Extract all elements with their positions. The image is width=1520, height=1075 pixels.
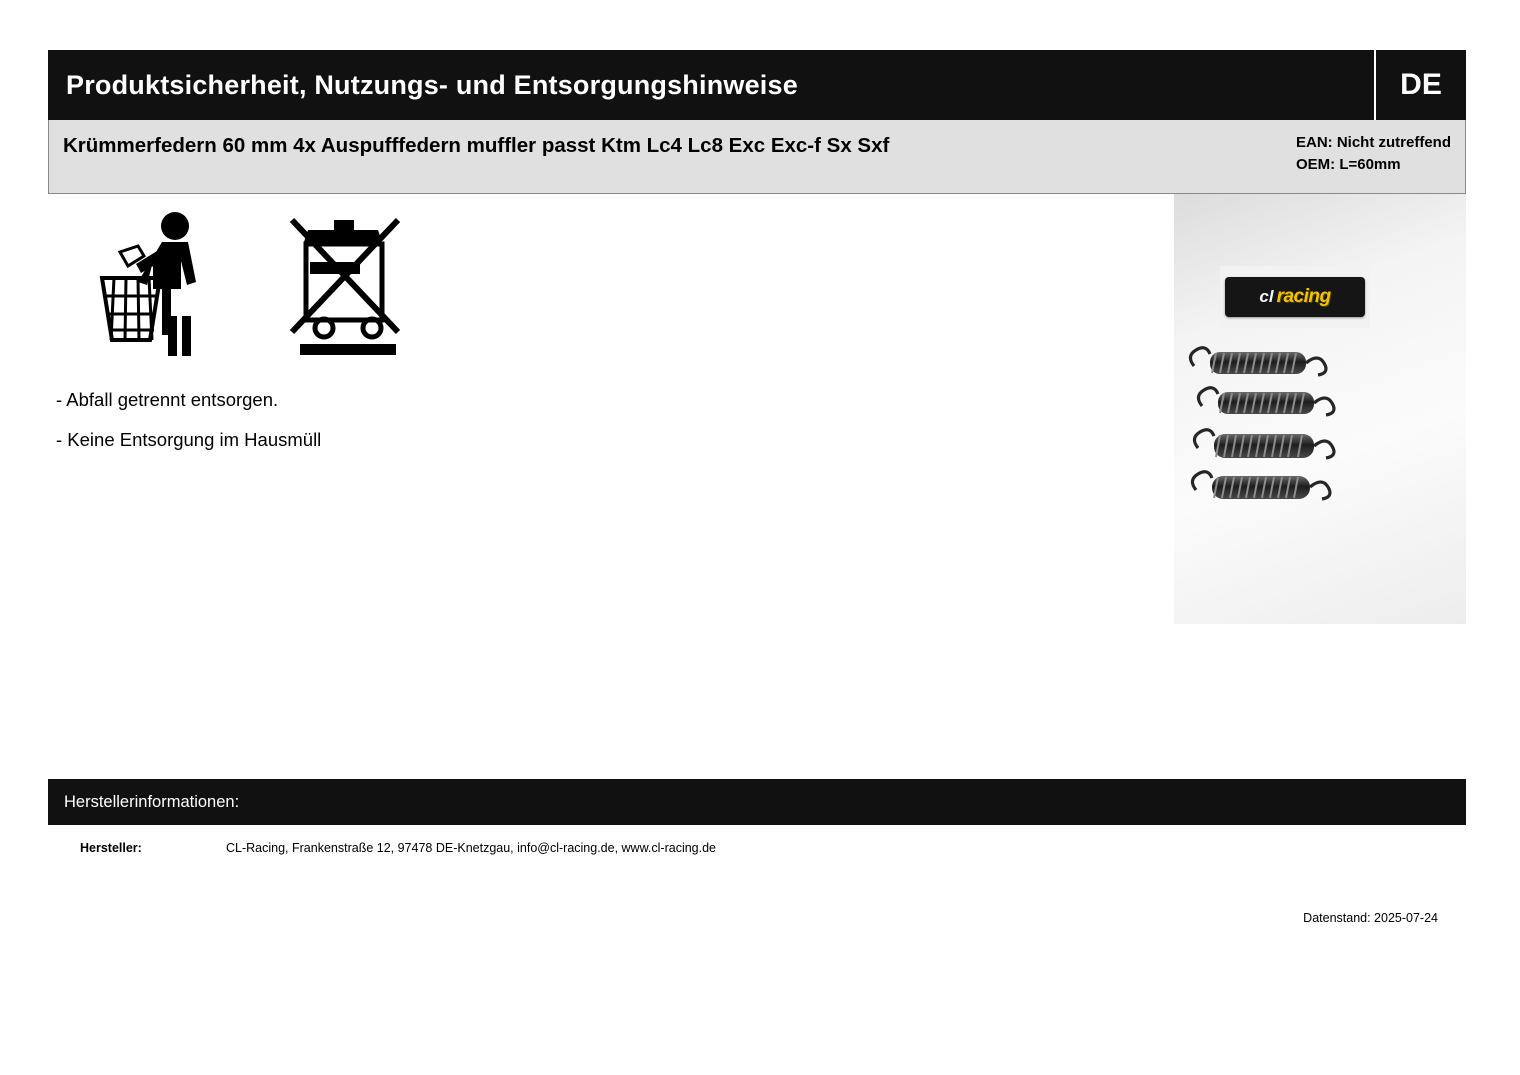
product-title: Krümmerfedern 60 mm 4x Auspufffedern muffler passt Ktm Lc4 Lc8 Exc Exc-f Sx Sxf <box>63 134 890 157</box>
brand-name-racing: racing <box>1276 286 1331 307</box>
manufacturer-row <box>48 825 1466 855</box>
oem-value: OEM: L=60mm <box>1296 155 1401 173</box>
pictogram-group <box>90 204 410 359</box>
list-item: - Keine Entsorgung im Hausmüll <box>56 429 322 451</box>
document-sheet <box>48 50 1466 925</box>
header-bar <box>48 50 1466 120</box>
body-area <box>48 194 1466 779</box>
separate-waste-disposal-icon <box>90 204 220 359</box>
manufacturer-label: Hersteller: <box>80 841 142 855</box>
product-image <box>1174 194 1466 624</box>
manufacturer-section-header: Herstellerinformationen: <box>48 779 1466 825</box>
product-codes <box>1296 130 1451 176</box>
language-badge: DE <box>1374 50 1466 120</box>
weee-crossed-out-bin-icon <box>280 204 410 359</box>
manufacturer-value: CL-Racing, Frankenstraße 12, 97478 DE-Knetzgau, info@cl-racing.de, www.cl-racing.de <box>226 841 717 855</box>
list-item: - Abfall getrennt entsorgen. <box>56 389 279 410</box>
disposal-bullet-list <box>56 390 321 471</box>
page-title: Produktsicherheit, Nutzungs- und Entsorgungshinweise <box>66 69 798 100</box>
brand-name-cl: cl <box>1259 287 1274 306</box>
datenstand-text: Datenstand: 2025-07-24 <box>1303 911 1438 925</box>
ean-value: EAN: Nicht zutreffend <box>1296 134 1451 151</box>
springs-illustration <box>1174 194 1466 624</box>
product-info-bar <box>48 120 1466 194</box>
